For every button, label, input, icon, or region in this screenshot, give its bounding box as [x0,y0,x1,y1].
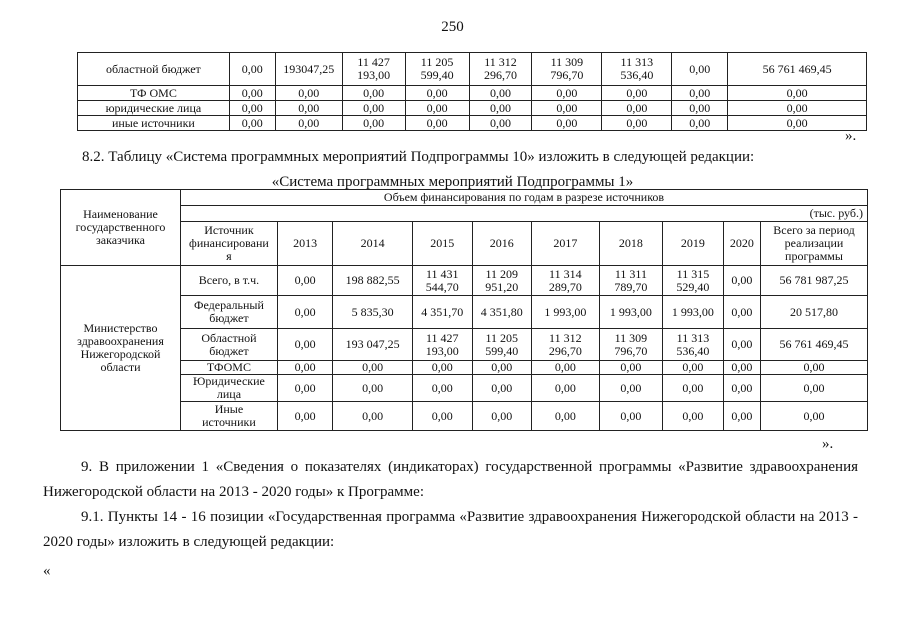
table-cell: 11 205 599,40 [472,329,532,361]
table-cell: 11 312 296,70 [469,53,532,86]
table-cell: 0,00 [277,266,332,296]
table-cell: 5 835,30 [333,296,413,329]
table-cell: 0,00 [333,375,413,402]
table-cell: 0,00 [333,361,413,375]
table-cell: 0,00 [229,86,275,101]
paragraph-9-1: 9.1. Пункты 14 - 16 позиции «Государственная программа «Развитие здравоохранения Нижегородской области на 2013 - 2020 годы» изложить в следующей редакции: [43,509,858,550]
header-year: 2016 [472,222,532,266]
table-cell: 0,00 [277,375,332,402]
header-total: Всего за период реализации программы [761,222,868,266]
table-cell: 11 309 796,70 [532,53,602,86]
table-cell: 0,00 [723,329,760,361]
table-row [61,375,868,402]
table-cell: 0,00 [723,296,760,329]
table-cell: 11 431 544,70 [413,266,473,296]
table-cell: 0,00 [728,116,867,131]
table-cell: 0,00 [469,101,532,116]
table-row [61,296,868,329]
table-cell: 56 761 469,45 [728,53,867,86]
table-cell: 0,00 [723,361,760,375]
row-label: юридические лица [78,101,230,116]
table-cell: 0,00 [728,86,867,101]
table-cell: 0,00 [229,53,275,86]
table-cell: 11 313 536,40 [663,329,724,361]
source-label: Федеральный бюджет [181,296,278,329]
paragraph-9: 9. В приложении 1 «Сведения о показателях (индикаторах) государственной программы «Развитие здравоохранения Нижегородской области на 2013 - 2020 годы» к Программе: [43,459,858,500]
table-cell: 0,00 [723,375,760,402]
table-cell: 0,00 [663,375,724,402]
table-cell: 0,00 [229,101,275,116]
table-cell: 0,00 [761,375,868,402]
table-cell: 0,00 [663,402,724,431]
page-number: 250 [441,19,464,35]
table-cell: 0,00 [277,296,332,329]
table-cell: 0,00 [405,116,469,131]
table-cell: 0,00 [599,361,663,375]
table-cell: 1 993,00 [532,296,600,329]
table-row [61,402,868,431]
table-row [61,329,868,361]
header-funding: Объем финансирования по годам в разрезе источников [181,190,868,206]
table-cell: 11 313 536,40 [602,53,672,86]
table-cell: 0,00 [275,101,342,116]
table-cell: 0,00 [672,53,728,86]
table-cell: 0,00 [472,375,532,402]
source-label: ТФОМС [181,361,278,375]
header-year: 2018 [599,222,663,266]
source-label: Областной бюджет [181,329,278,361]
table-cell: 0,00 [723,266,760,296]
row-label: ТФ ОМС [78,86,230,101]
table-cell: 0,00 [277,329,332,361]
header-year: 2014 [333,222,413,266]
table-cell: 0,00 [761,361,868,375]
customer-name: Министерство здравоохранения Нижегородской области [61,266,181,431]
source-label: Всего, в т.ч. [181,266,278,296]
table-cell: 0,00 [405,101,469,116]
table-cell: 11 311 789,70 [599,266,663,296]
table-cell: 11 312 296,70 [532,329,600,361]
table-cell: 11 427 193,00 [413,329,473,361]
table-cell: 0,00 [277,361,332,375]
table-cell: 193 047,25 [333,329,413,361]
table-cell: 11 205 599,40 [405,53,469,86]
table-cell: 20 517,80 [761,296,868,329]
table-cell: 0,00 [532,86,602,101]
table-cell: 0,00 [333,402,413,431]
table-cell: 11 427 193,00 [342,53,405,86]
header-year: 2015 [413,222,473,266]
units-label: (тыс. руб.) [181,206,868,222]
table-cell: 0,00 [599,375,663,402]
table-cell: 11 309 796,70 [599,329,663,361]
header-year: 2020 [723,222,760,266]
header-year: 2013 [277,222,332,266]
table-cell: 0,00 [472,402,532,431]
table-cell: 0,00 [413,402,473,431]
table-cell: 0,00 [602,116,672,131]
table-cell: 0,00 [277,402,332,431]
opening-quote: « [43,563,51,579]
table-cell: 0,00 [405,86,469,101]
table-cell: 0,00 [229,116,275,131]
table-cell: 0,00 [532,101,602,116]
table-cell: 198 882,55 [333,266,413,296]
header-year: 2019 [663,222,724,266]
table-cell: 0,00 [342,101,405,116]
table-cell: 0,00 [413,375,473,402]
header-source: Источник финансировани я [181,222,278,266]
table-cell: 0,00 [723,402,760,431]
table-cell: 0,00 [469,116,532,131]
source-label: Юридические лица [181,375,278,402]
table-cell: 0,00 [672,86,728,101]
table-cell: 0,00 [672,101,728,116]
row-label: областной бюджет [78,53,230,86]
program-activities-table [60,189,868,431]
table-cell: 4 351,80 [472,296,532,329]
table-cell: 0,00 [469,86,532,101]
table-cell: 4 351,70 [413,296,473,329]
table-row [61,266,868,296]
table-row [78,116,867,131]
table-cell: 0,00 [275,116,342,131]
table-cell: 0,00 [672,116,728,131]
table-row [78,101,867,116]
table-cell: 1 993,00 [663,296,724,329]
funding-table-continuation [77,52,867,131]
table-cell: 0,00 [532,361,600,375]
table-cell: 56 781 987,25 [761,266,868,296]
table-cell: 0,00 [602,86,672,101]
table-row [78,53,867,86]
table-cell: 0,00 [761,402,868,431]
table-cell: 0,00 [532,375,600,402]
table-caption: «Система программных мероприятий Подпрограммы 1» [271,174,634,190]
table-cell: 11 314 289,70 [532,266,600,296]
header-customer: Наименование государственного заказчика [61,190,181,266]
closing-quote-2: ». [822,436,834,452]
paragraph-8-2: 8.2. Таблицу «Система программных мероприятий Подпрограммы 10» изложить в следующей редакции: [82,149,755,165]
table-cell: 0,00 [275,86,342,101]
table-cell: 1 993,00 [599,296,663,329]
table-cell: 0,00 [728,101,867,116]
table-row [61,361,868,375]
table-cell: 11 209 951,20 [472,266,532,296]
table-cell: 0,00 [342,86,405,101]
table-cell: 56 761 469,45 [761,329,868,361]
row-label: иные источники [78,116,230,131]
table-cell: 0,00 [602,101,672,116]
table-row [78,86,867,101]
source-label: Иные источники [181,402,278,431]
header-year: 2017 [532,222,600,266]
table-cell: 0,00 [413,361,473,375]
closing-quote: ». [845,128,857,144]
table-cell: 0,00 [599,402,663,431]
table-cell: 0,00 [472,361,532,375]
table-cell: 0,00 [342,116,405,131]
table-cell: 0,00 [532,402,600,431]
table-cell: 0,00 [663,361,724,375]
table-cell: 11 315 529,40 [663,266,724,296]
table-cell: 0,00 [532,116,602,131]
table-cell: 193047,25 [275,53,342,86]
